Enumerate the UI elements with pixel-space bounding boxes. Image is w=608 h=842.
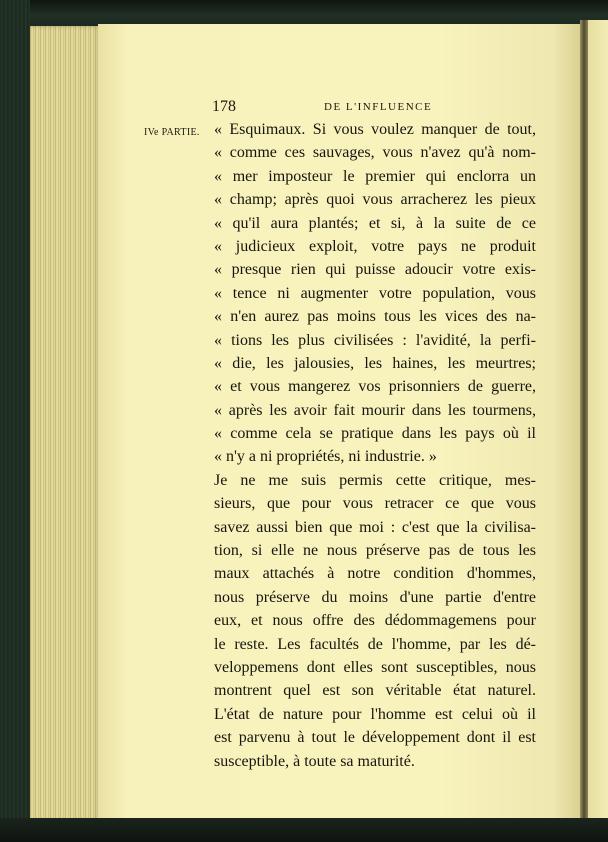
text-line: L'état de nature pour l'homme est celui où il [214,705,536,723]
book-cover-left [0,0,30,842]
text-line: « après les avoir fait mourir dans les tourmens, [214,401,536,419]
text-line: nous préserve du moins d'une partie d'entre [214,588,536,606]
text-line: « n'en aurez pas moins tous les vices des na- [214,308,536,326]
text-line: est parvenu à tout le développement dont il est [214,729,536,747]
text-line: le reste. Les facultés de l'homme, par les dé- [214,635,536,653]
text-line: « champ; après quoi vous arracherez les pieux [214,191,536,209]
margin-note: IVe PARTIE. [144,127,200,138]
page-header [212,98,532,118]
facing-page-edge [588,20,608,824]
page-edges [30,26,100,822]
text-line: veloppemens dont elles sont susceptibles, nous [214,658,536,676]
text-line: « qu'il aura plantés; et si, à la suite de ce [214,214,536,232]
text-line: « presque rien qui puisse adoucir votre exis- [214,261,536,279]
text-line: montrent quel est son véritable état naturel. [214,682,536,700]
text-line: « tions les plus civilisées : l'avidité, la perfi- [214,331,536,349]
text-line: susceptible, à toute sa maturité. [214,752,415,770]
text-line: tion, si elle ne nous préserve pas de tous les [214,542,536,560]
book-cover-bottom [0,818,608,842]
text-line: eux, et nous offre des dédommagemens pour [214,612,536,630]
text-line: « n'y a ni propriétés, ni industrie. » [214,448,437,466]
book-gutter [580,20,588,824]
text-line: « comme ces sauvages, vous n'avez qu'à nom- [214,144,536,162]
text-line: « et vous mangerez vos prisonniers de guerre, [214,378,536,396]
text-line: « die, les jalousies, les haines, les meurtres; [214,354,536,372]
text-line: « tence ni augmenter votre population, vous [214,284,536,302]
text-line: « comme cela se pratique dans les pays où il [214,425,536,443]
text-line: sieurs, que pour vous retracer ce que vous [214,495,536,513]
text-line: « Esquimaux. Si vous voulez manquer de tout, [214,121,536,138]
text-line: maux attachés à notre condition d'hommes, [214,565,536,583]
text-line: « judicieux exploit, votre pays ne produit [214,237,536,255]
running-head: DE L'INFLUENCE [324,101,433,113]
text-line: « mer imposteur le premier qui enclorra un [214,167,536,185]
text-line: Je ne me suis permis cette critique, mes- [214,471,536,489]
text-line: savez aussi bien que moi : c'est que la civilisa- [214,518,536,536]
page-number: 178 [212,98,236,115]
body-text [214,118,536,773]
